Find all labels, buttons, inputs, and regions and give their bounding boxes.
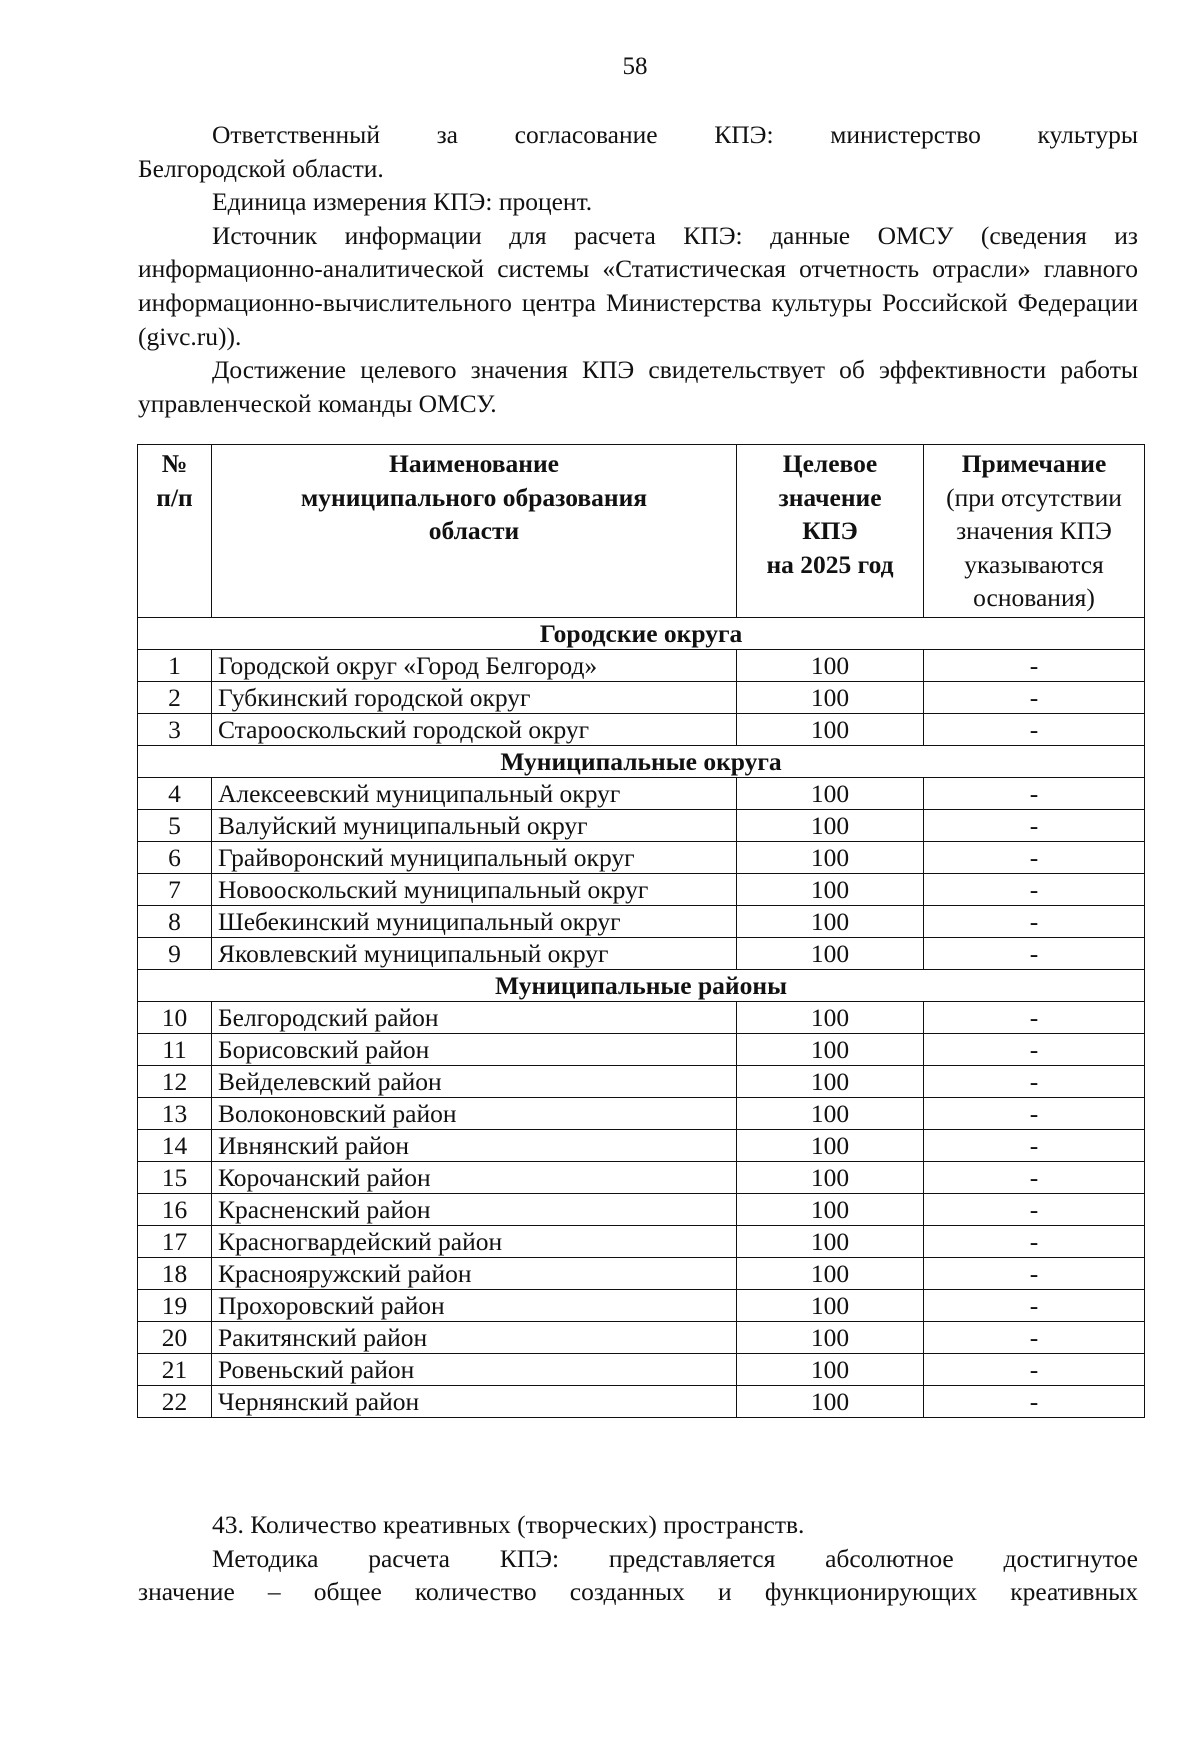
- row-number: 17: [138, 1225, 212, 1257]
- table-row: [138, 841, 1145, 873]
- section-row: [138, 969, 1145, 1001]
- header-note-line5: основания): [973, 583, 1095, 612]
- row-note: -: [924, 1257, 1145, 1289]
- row-value: 100: [737, 1065, 924, 1097]
- row-value: 100: [737, 1097, 924, 1129]
- row-note: -: [924, 1065, 1145, 1097]
- header-name-line1: Наименование: [389, 449, 559, 478]
- row-number: 8: [138, 905, 212, 937]
- row-note: -: [924, 1097, 1145, 1129]
- row-number: 16: [138, 1193, 212, 1225]
- row-value: 100: [737, 1257, 924, 1289]
- row-value: 100: [737, 1129, 924, 1161]
- row-name: Новооскольский муниципальный округ: [212, 873, 737, 905]
- row-note: -: [924, 937, 1145, 969]
- row-name: Красногвардейский район: [212, 1225, 737, 1257]
- row-name: Яковлевский муниципальный округ: [212, 937, 737, 969]
- table-row: [138, 777, 1145, 809]
- header-name-line2: муниципального образования: [300, 482, 648, 512]
- row-number: 9: [138, 937, 212, 969]
- row-value: 100: [737, 777, 924, 809]
- header-number: [138, 445, 212, 618]
- intro-text: [138, 118, 1138, 420]
- row-name: Валуйский муниципальный округ: [212, 809, 737, 841]
- header-note-line4: указываются: [964, 549, 1104, 579]
- row-number: 13: [138, 1097, 212, 1129]
- table-row: [138, 1033, 1145, 1065]
- method-paragraph: Методика расчета КПЭ: представляется абсолютное достигнутое: [212, 1543, 1138, 1573]
- row-value: 100: [737, 937, 924, 969]
- row-note: -: [924, 1001, 1145, 1033]
- row-note: -: [924, 1321, 1145, 1353]
- table-row: [138, 905, 1145, 937]
- table-row: [138, 1289, 1145, 1321]
- table-row: [138, 681, 1145, 713]
- section-row: [138, 745, 1145, 777]
- table-row: [138, 1001, 1145, 1033]
- row-value: 100: [737, 1033, 924, 1065]
- row-number: 15: [138, 1161, 212, 1193]
- row-name: Грайворонский муниципальный округ: [212, 841, 737, 873]
- section-title: Муниципальные районы: [138, 969, 1145, 1001]
- row-name: Ракитянский район: [212, 1321, 737, 1353]
- row-note: -: [924, 809, 1145, 841]
- row-value: 100: [737, 1289, 924, 1321]
- row-name: Корочанский район: [212, 1161, 737, 1193]
- header-number-line2: п/п: [156, 482, 193, 512]
- row-note: -: [924, 777, 1145, 809]
- row-number: 12: [138, 1065, 212, 1097]
- table-row: [138, 1225, 1145, 1257]
- header-note: [924, 445, 1145, 618]
- source-paragraph: Источник информации для расчета КПЭ: данные ОМСУ (сведения из информационно-аналитической системы «Статистическая отчетность отрасли» главного информационно-вычислительного центра Министерства культуры Российской Федерации (givc.ru)).: [138, 220, 1138, 351]
- row-name: Белгородский район: [212, 1001, 737, 1033]
- row-note: -: [924, 1225, 1145, 1257]
- row-value: 100: [737, 1385, 924, 1417]
- kpe-table: [137, 444, 1145, 1418]
- kpe-43-title: 43. Количество креативных (творческих) пространств.: [212, 1510, 805, 1539]
- row-note: -: [924, 905, 1145, 937]
- row-name: Старооскольский городской округ: [212, 713, 737, 745]
- table-row: [138, 937, 1145, 969]
- section-title: Муниципальные округа: [138, 745, 1145, 777]
- row-value: 100: [737, 809, 924, 841]
- row-note: -: [924, 713, 1145, 745]
- row-number: 2: [138, 681, 212, 713]
- table-row: [138, 1161, 1145, 1193]
- responsible-paragraph: Ответственный за согласование КПЭ: министерство культуры: [212, 120, 1138, 149]
- header-value-line1: Целевое: [782, 449, 878, 478]
- row-name: Борисовский район: [212, 1033, 737, 1065]
- row-number: 19: [138, 1289, 212, 1321]
- row-value: 100: [737, 1321, 924, 1353]
- header-value-line2: значение: [778, 482, 882, 512]
- table-row: [138, 873, 1145, 905]
- row-number: 18: [138, 1257, 212, 1289]
- header-name-line3: области: [428, 516, 520, 545]
- header-value: [737, 445, 924, 618]
- row-name: Алексеевский муниципальный округ: [212, 777, 737, 809]
- table-row: [138, 1129, 1145, 1161]
- table-body: [138, 617, 1145, 1417]
- row-value: 100: [737, 1225, 924, 1257]
- row-note: -: [924, 1385, 1145, 1417]
- row-note: -: [924, 1193, 1145, 1225]
- row-number: 20: [138, 1321, 212, 1353]
- table-row: [138, 1097, 1145, 1129]
- table-header-row: [138, 445, 1145, 618]
- row-name: Волоконовский район: [212, 1097, 737, 1129]
- table-row: [138, 1257, 1145, 1289]
- header-name: [212, 445, 737, 618]
- row-number: 22: [138, 1385, 212, 1417]
- table-row: [138, 713, 1145, 745]
- table-row: [138, 1353, 1145, 1385]
- row-note: -: [924, 1033, 1145, 1065]
- row-name: Красненский район: [212, 1193, 737, 1225]
- row-name: Ивнянский район: [212, 1129, 737, 1161]
- row-value: 100: [737, 841, 924, 873]
- row-note: -: [924, 649, 1145, 681]
- header-value-line3: КПЭ: [802, 516, 858, 545]
- row-note: -: [924, 841, 1145, 873]
- row-name: Краснояружский район: [212, 1257, 737, 1289]
- table-row: [138, 809, 1145, 841]
- table-row: [138, 1385, 1145, 1417]
- unit-paragraph: Единица измерения КПЭ: процент.: [212, 187, 593, 217]
- row-name: Шебекинский муниципальный округ: [212, 905, 737, 937]
- row-name: Вейделевский район: [212, 1065, 737, 1097]
- header-note-line3: значения КПЭ: [956, 516, 1112, 545]
- row-name: Прохоровский район: [212, 1289, 737, 1321]
- row-value: 100: [737, 873, 924, 905]
- row-name: Чернянский район: [212, 1385, 737, 1417]
- row-value: 100: [737, 1353, 924, 1385]
- row-name: Городской округ «Город Белгород»: [212, 649, 737, 681]
- row-number: 4: [138, 777, 212, 809]
- row-value: 100: [737, 649, 924, 681]
- section-row: [138, 617, 1145, 649]
- row-number: 6: [138, 841, 212, 873]
- method-paragraph-cont: значение – общее количество созданных и функционирующих креативных: [138, 1577, 1138, 1607]
- row-value: 100: [737, 905, 924, 937]
- row-number: 5: [138, 809, 212, 841]
- row-note: -: [924, 1161, 1145, 1193]
- page-number: 58: [622, 53, 648, 80]
- section-title: Городские округа: [138, 617, 1145, 649]
- row-name: Губкинский городской округ: [212, 681, 737, 713]
- row-number: 1: [138, 649, 212, 681]
- row-note: -: [924, 1289, 1145, 1321]
- row-value: 100: [737, 681, 924, 713]
- row-value: 100: [737, 713, 924, 745]
- responsible-paragraph-cont: Белгородской области.: [138, 153, 384, 183]
- table-row: [138, 649, 1145, 681]
- outro-text: [138, 1508, 1138, 1609]
- row-name: Ровеньский район: [212, 1353, 737, 1385]
- row-number: 7: [138, 873, 212, 905]
- table-row: [138, 1321, 1145, 1353]
- row-number: 11: [138, 1033, 212, 1065]
- header-note-line1: Примечание: [961, 449, 1107, 478]
- row-number: 21: [138, 1353, 212, 1385]
- row-note: -: [924, 681, 1145, 713]
- row-number: 14: [138, 1129, 212, 1161]
- row-number: 10: [138, 1001, 212, 1033]
- row-note: -: [924, 1353, 1145, 1385]
- table-row: [138, 1193, 1145, 1225]
- achievement-paragraph: Достижение целевого значения КПЭ свидетельствует об эффективности работы управленческой команды ОМСУ.: [138, 355, 1138, 418]
- row-note: -: [924, 873, 1145, 905]
- row-value: 100: [737, 1001, 924, 1033]
- header-value-line4: на 2025 год: [766, 549, 894, 579]
- header-number-line1: №: [161, 449, 188, 478]
- row-value: 100: [737, 1193, 924, 1225]
- row-note: -: [924, 1129, 1145, 1161]
- header-note-line2: (при отсутствии: [946, 482, 1122, 512]
- table-row: [138, 1065, 1145, 1097]
- row-value: 100: [737, 1161, 924, 1193]
- row-number: 3: [138, 713, 212, 745]
